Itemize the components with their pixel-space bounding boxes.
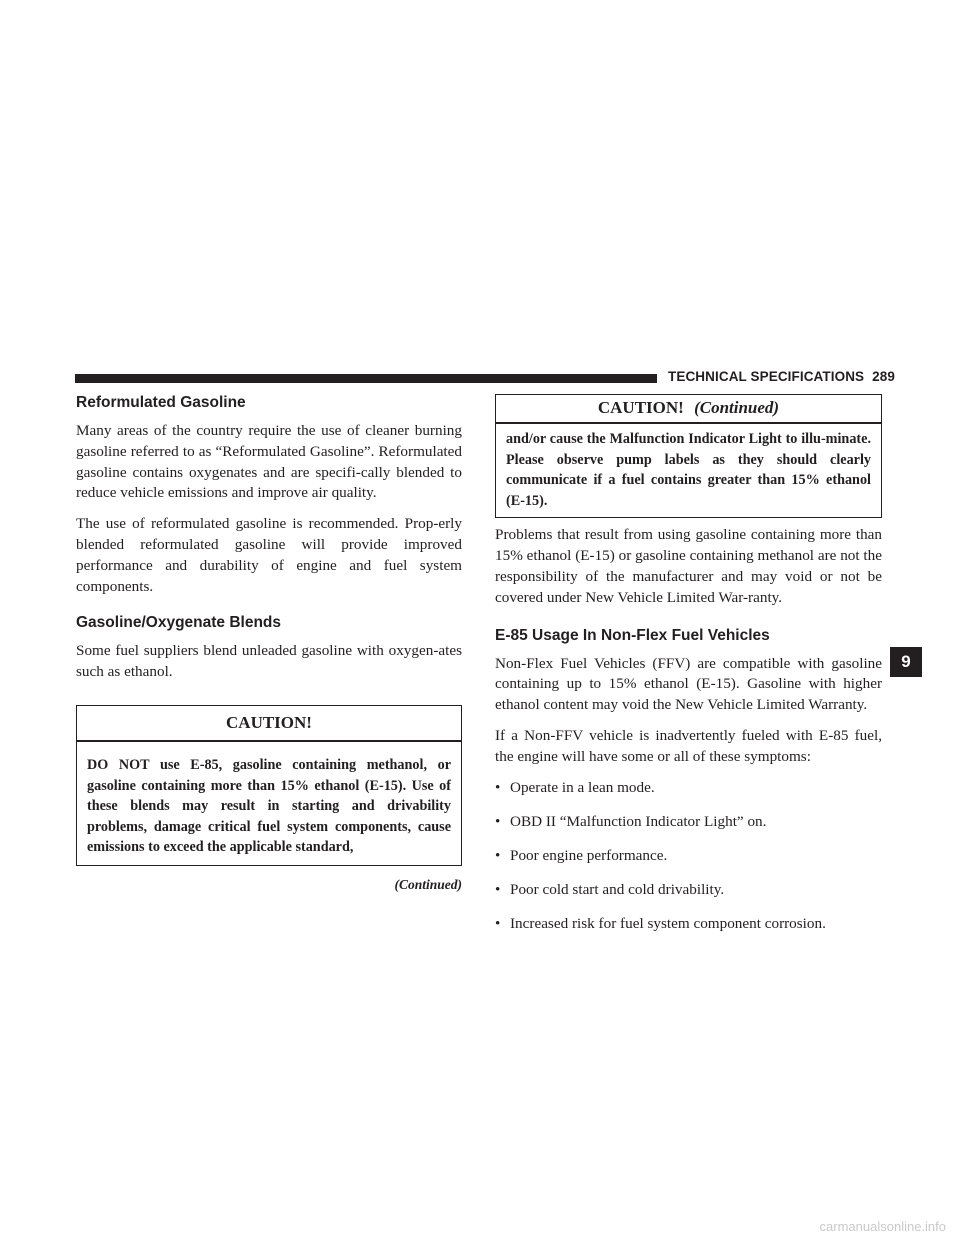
bullet-glyph: • [495,880,501,898]
heading-oxygenate-blends: Gasoline/Oxygenate Blends [76,614,282,632]
list-item-text: OBD II “Malfunction Indicator Light” on. [510,812,767,830]
list-item-text: Increased risk for fuel system component corrosion. [510,914,826,932]
caution-title-word: CAUTION! [597,398,684,417]
bullet-glyph: • [495,812,501,830]
list-item-text: Poor cold start and cold drivability. [510,880,725,898]
caution-continued-text: and/or cause the Malfunction Indicator Light to illu-minate. Please observe pump labels as they should clearly communicate if a fuel contains greater than 15% ethanol (E-15). [506,431,871,509]
bullet-glyph: • [495,846,501,864]
list-item [495,812,882,832]
caution-title: CAUTION! [77,706,461,742]
bullet-glyph: • [495,778,501,796]
caution-title-suffix: (Continued) [694,398,780,417]
running-header [668,369,895,384]
section-title: TECHNICAL SPECIFICATIONS [668,369,865,384]
paragraph-reformulated-intro: Many areas of the country require the use of cleaner burning gasoline referred to as “Reformulated Gasoline”. Reformulated gasoline contains oxygenates and are specifi-cally blended to reduce vehicle emissions and improve air quality. [76,422,462,502]
paragraph-problems: Problems that result from using gasoline containing more than 15% ethanol (E-15) or gasoline containing methanol are not the responsibility of the manufacturer and may void or not be covered under New Vehicle Limited War-ranty. [495,526,882,606]
list-item [495,880,882,900]
symptom-list [495,778,882,934]
caution-box [76,705,462,866]
caution-continued-box [495,394,882,518]
page-number: 289 [872,369,895,384]
caution-continued-title [496,395,881,424]
paragraph-symptoms-intro: If a Non-FFV vehicle is inadvertently fueled with E-85 fuel, the engine will have some or all of these symptoms: [495,726,882,765]
left-column [76,394,462,893]
paragraph-nonflex-compat: Non-Flex Fuel Vehicles (FFV) are compatible with gasoline containing up to 15% ethanol (E-15). Gasoline with higher ethanol content may void the New Vehicle Limited Warranty. [495,654,882,714]
caution-text: DO NOT use E-85, gasoline containing methanol, or gasoline containing more than 15% ethanol (E-15). Use of these blends may result in starting and drivability problems, damage critical fuel system components, cause emissions to exceed the applicable standard, [87,756,451,856]
continued-label: (Continued) [394,876,462,892]
bullet-glyph: • [495,914,501,932]
list-item [495,914,882,934]
right-column [495,394,882,948]
list-item-text: Operate in a lean mode. [510,778,655,796]
header-rule [75,374,657,383]
heading-reformulated-gasoline: Reformulated Gasoline [76,394,246,411]
list-item-text: Poor engine performance. [510,846,668,864]
watermark: carmanualsonline.info [819,1219,946,1234]
list-item [495,778,882,798]
chapter-tab: 9 [890,647,922,677]
heading-e85-usage: E-85 Usage In Non-Flex Fuel Vehicles [495,626,770,644]
paragraph-reformulated-recommended: The use of reformulated gasoline is recommended. Prop-erly blended reformulated gasoline will provide improved performance and durability of engine and fuel system components. [76,515,462,595]
list-item [495,846,882,866]
paragraph-oxygenate: Some fuel suppliers blend unleaded gasoline with oxygen-ates such as ethanol. [76,642,462,681]
